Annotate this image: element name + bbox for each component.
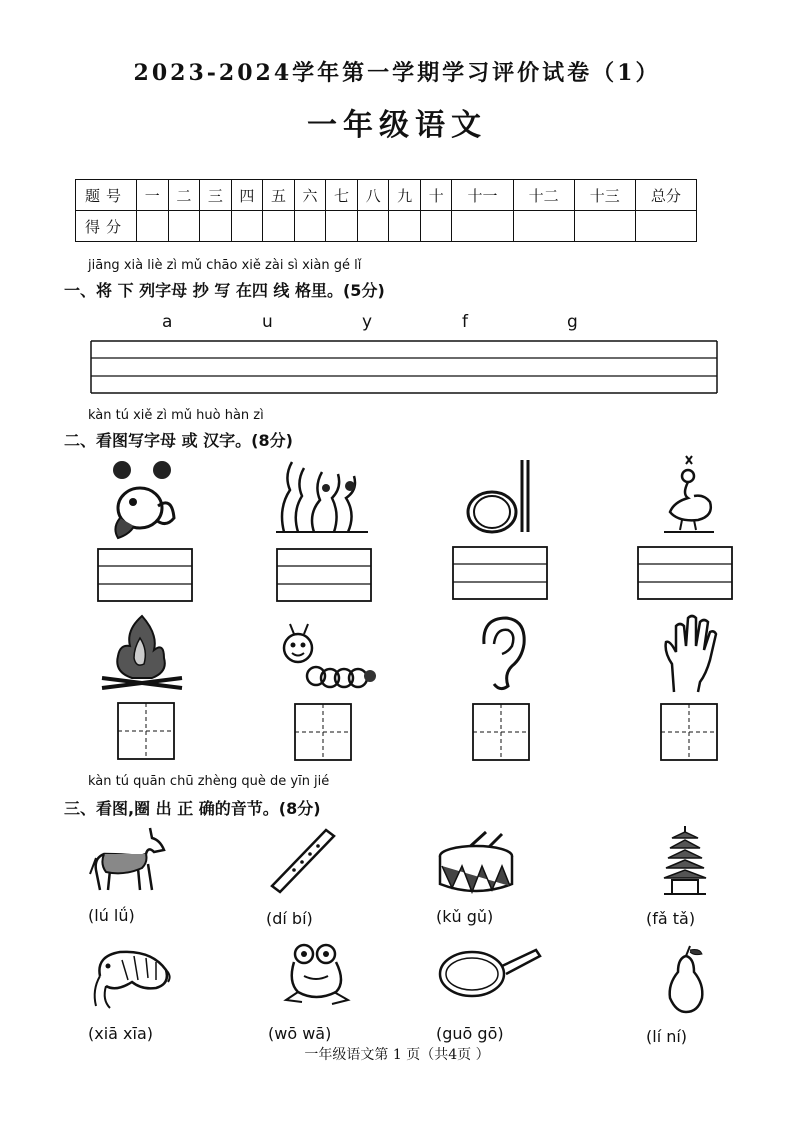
tianzige-box-4[interactable] bbox=[660, 703, 718, 761]
score-cell[interactable] bbox=[420, 211, 452, 242]
fire-icon bbox=[100, 612, 184, 690]
letter-f: f bbox=[462, 312, 468, 332]
drum-stick-icon bbox=[466, 456, 536, 536]
fish-icon bbox=[100, 458, 180, 544]
hand-icon bbox=[660, 612, 720, 694]
goose-icon bbox=[658, 452, 718, 534]
score-cell[interactable] bbox=[168, 211, 200, 242]
score-col-3: 三 bbox=[200, 180, 232, 211]
score-table-label-score: 得分 bbox=[76, 211, 137, 242]
letter-g: g bbox=[567, 312, 578, 332]
answer-fourline-box-2[interactable] bbox=[276, 548, 372, 602]
seaweed-icon bbox=[276, 458, 368, 534]
score-table-row-question-numbers bbox=[76, 180, 697, 211]
syllable-options-flute[interactable]: (dí bí) bbox=[266, 909, 313, 928]
score-cell[interactable] bbox=[231, 211, 263, 242]
score-cell[interactable] bbox=[452, 211, 513, 242]
score-cell[interactable] bbox=[326, 211, 358, 242]
score-cell[interactable] bbox=[389, 211, 421, 242]
section3-title: 三、看图,圈 出 正 确的音节。(8分) bbox=[64, 799, 321, 818]
letter-y: y bbox=[362, 312, 373, 332]
score-col-1: 一 bbox=[137, 180, 169, 211]
score-col-total: 总分 bbox=[635, 180, 696, 211]
section1-title: 一、将 下 列字母 抄 写 在四 线 格里。(5分) bbox=[64, 281, 385, 300]
syllable-options-pear[interactable]: (lí ní) bbox=[646, 1027, 688, 1046]
drum-icon bbox=[436, 826, 516, 896]
flute-icon bbox=[268, 826, 338, 896]
score-col-5: 五 bbox=[263, 180, 295, 211]
answer-fourline-box-3[interactable] bbox=[452, 546, 548, 600]
score-col-6: 六 bbox=[294, 180, 326, 211]
score-table-row-scores bbox=[76, 211, 697, 242]
score-col-9: 九 bbox=[389, 180, 421, 211]
letter-u: u bbox=[262, 312, 273, 332]
score-table bbox=[75, 179, 697, 242]
shrimp-icon bbox=[92, 946, 172, 1010]
score-cell[interactable] bbox=[137, 211, 169, 242]
score-cell[interactable] bbox=[200, 211, 232, 242]
pear-icon bbox=[664, 944, 708, 1014]
syllable-options-drum[interactable]: (kǔ gǔ) bbox=[436, 907, 494, 926]
frog-icon bbox=[284, 942, 352, 1006]
section2-pinyin: kàn tú xiě zì mǔ huò hàn zì bbox=[88, 408, 264, 423]
exam-title: 2023-2024学年第一学期学习评价试卷（1） bbox=[133, 60, 661, 86]
score-col-8: 八 bbox=[357, 180, 389, 211]
answer-fourline-box-1[interactable] bbox=[97, 548, 193, 602]
pan-icon bbox=[436, 944, 542, 1008]
score-cell[interactable] bbox=[574, 211, 635, 242]
donkey-icon bbox=[90, 824, 168, 892]
ear-icon bbox=[474, 614, 530, 694]
syllable-options-frog[interactable]: (wō wā) bbox=[268, 1024, 332, 1043]
score-col-12: 十二 bbox=[513, 180, 574, 211]
subject-title: 一年级语文 bbox=[307, 108, 487, 143]
syllable-options-pagoda[interactable]: (fǎ tǎ) bbox=[646, 909, 696, 928]
caterpillar-icon bbox=[278, 622, 378, 692]
tianzige-box-3[interactable] bbox=[472, 703, 530, 761]
tianzige-box-2[interactable] bbox=[294, 703, 352, 761]
score-cell[interactable] bbox=[263, 211, 295, 242]
tianzige-box-1[interactable] bbox=[117, 702, 175, 760]
score-col-4: 四 bbox=[231, 180, 263, 211]
score-col-11: 十一 bbox=[452, 180, 513, 211]
syllable-options-donkey[interactable]: (lú lǘ) bbox=[88, 906, 135, 925]
syllable-options-pan[interactable]: (guō gō) bbox=[436, 1024, 504, 1043]
pagoda-icon bbox=[662, 824, 708, 896]
score-cell[interactable] bbox=[513, 211, 574, 242]
section3-pinyin: kàn tú quān chū zhèng què de yīn jié bbox=[88, 774, 330, 789]
score-cell[interactable] bbox=[357, 211, 389, 242]
syllable-options-shrimp[interactable]: (xiā xīa) bbox=[88, 1024, 154, 1043]
score-col-13: 十三 bbox=[574, 180, 635, 211]
letter-a: a bbox=[162, 312, 173, 332]
section2-title: 二、看图写字母 或 汉字。(8分) bbox=[64, 431, 293, 450]
four-line-grid[interactable] bbox=[91, 340, 717, 394]
score-table-label-question: 题号 bbox=[76, 180, 137, 211]
section1-pinyin: jiāng xià liè zì mǔ chāo xiě zài sì xiàn gé lǐ bbox=[88, 258, 362, 273]
score-cell[interactable] bbox=[294, 211, 326, 242]
score-col-7: 七 bbox=[326, 180, 358, 211]
score-cell[interactable] bbox=[635, 211, 696, 242]
score-col-10: 十 bbox=[420, 180, 452, 211]
page-footer: 一年级语文第 1 页（共4页 ） bbox=[304, 1047, 490, 1063]
score-col-2: 二 bbox=[168, 180, 200, 211]
answer-fourline-box-4[interactable] bbox=[637, 546, 733, 600]
